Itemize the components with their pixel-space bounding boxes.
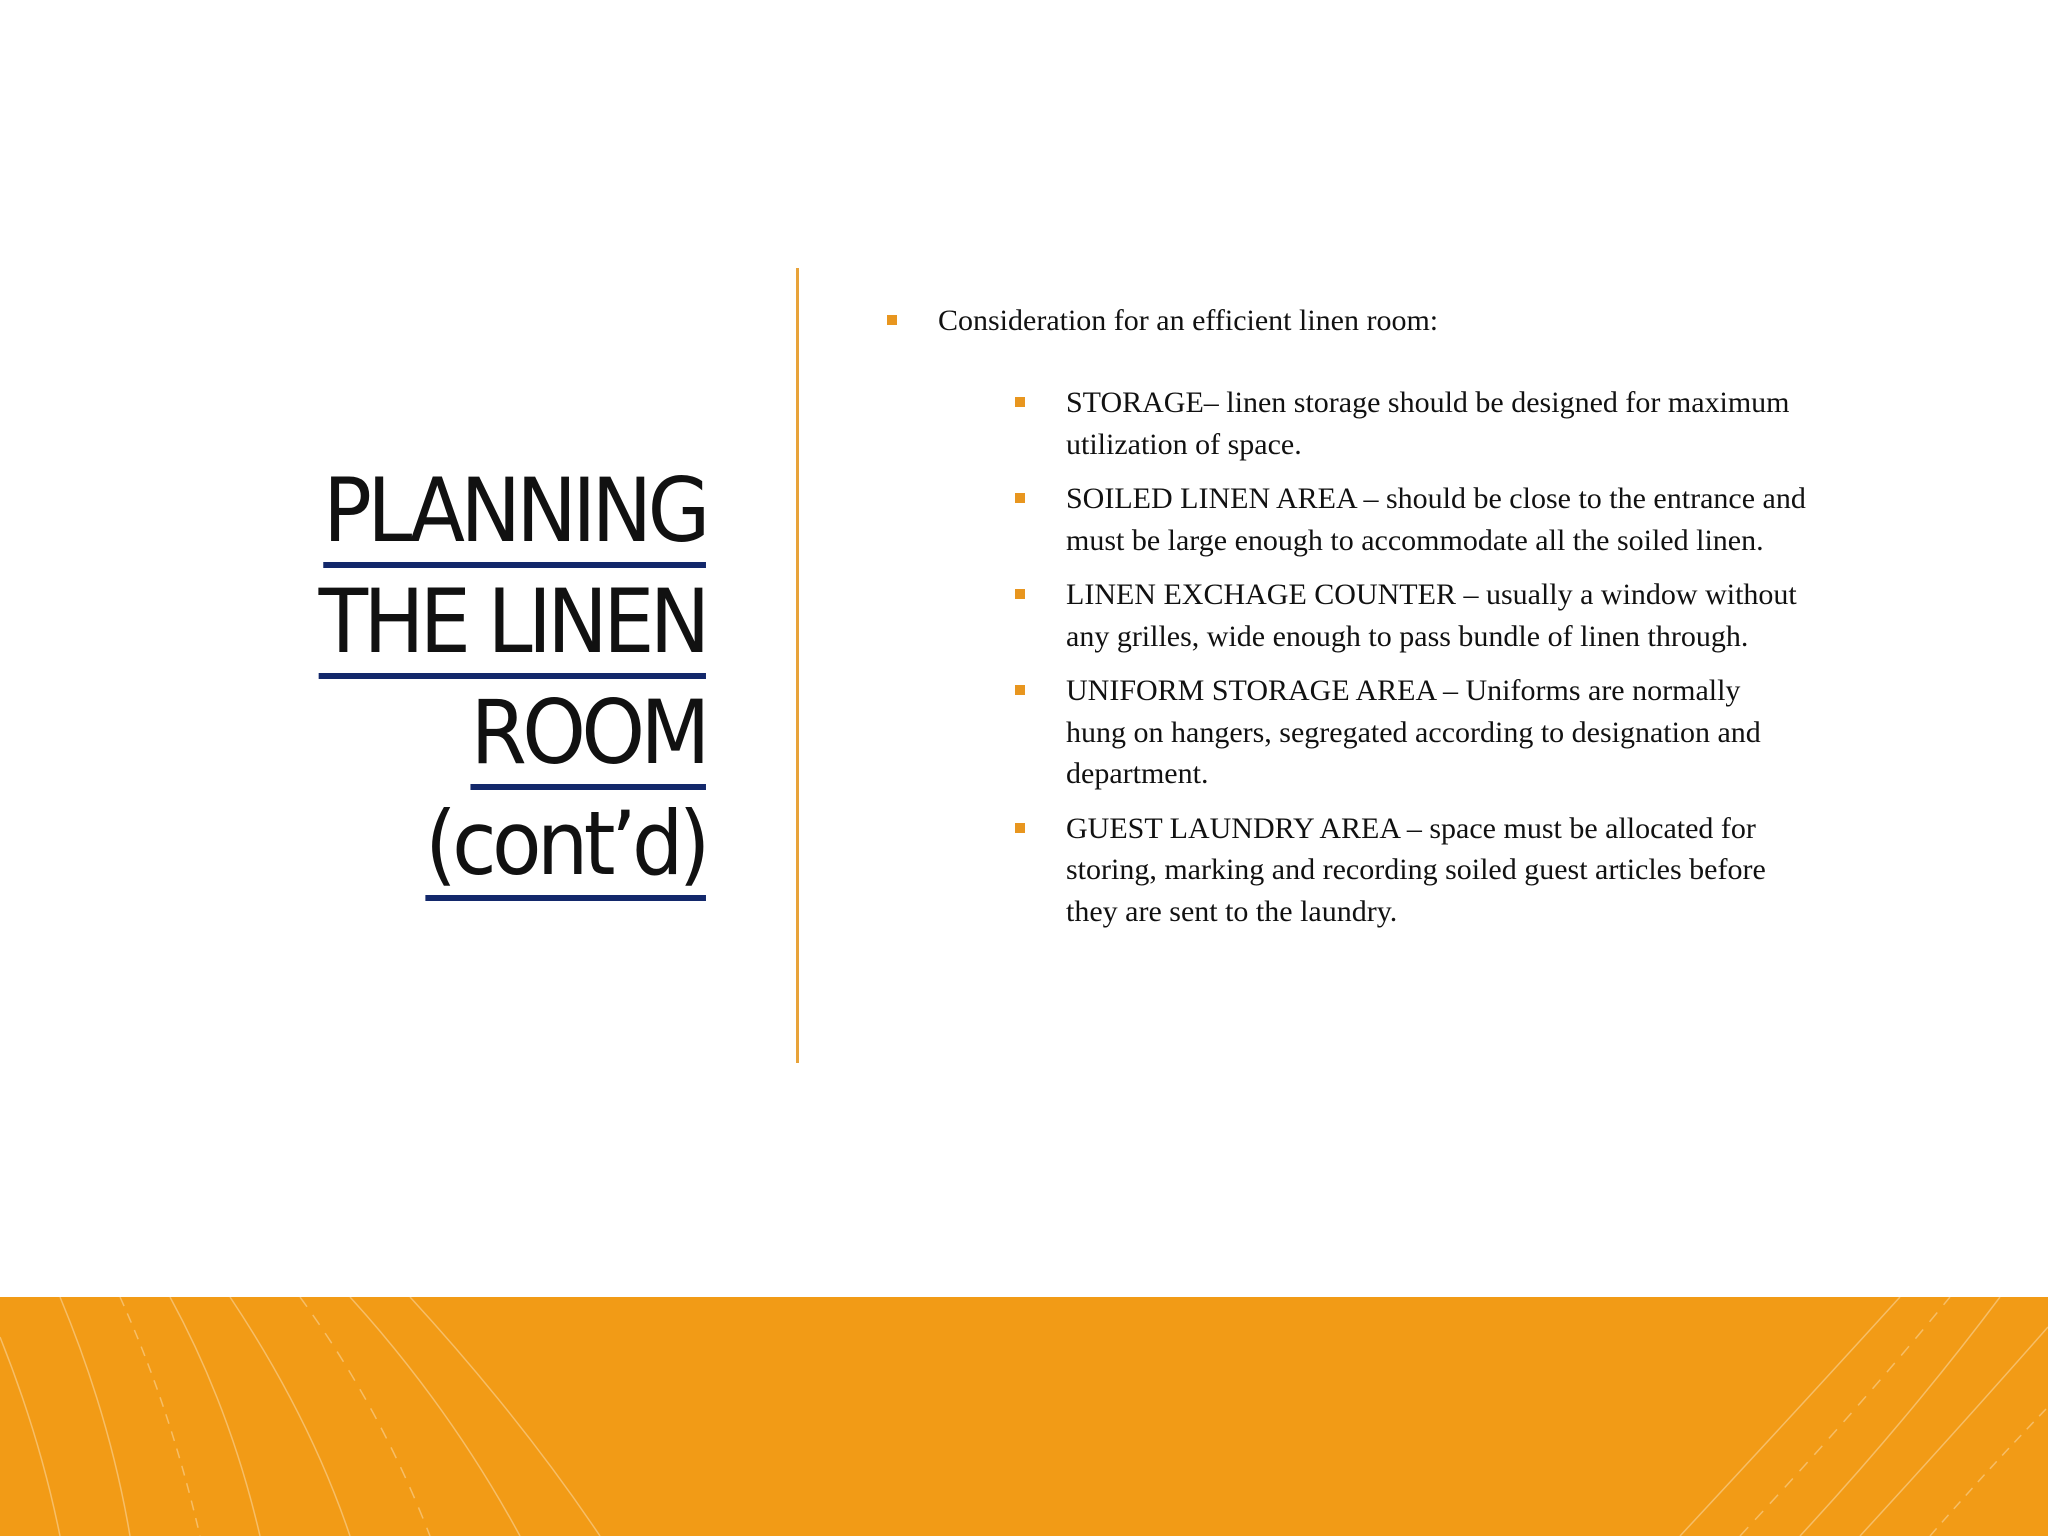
slide-title bbox=[285, 455, 706, 899]
title-line-text: PLANNING bbox=[323, 459, 706, 568]
lead-bullet bbox=[887, 300, 1887, 342]
vertical-divider bbox=[796, 268, 799, 1063]
square-bullet-icon bbox=[1015, 685, 1025, 695]
decorative-curves-icon bbox=[0, 1297, 2048, 1536]
square-bullet-icon bbox=[887, 315, 897, 325]
title-line-text: THE LINEN bbox=[319, 570, 706, 679]
list-item bbox=[1015, 670, 1806, 795]
list-item bbox=[1015, 478, 1806, 561]
list-item bbox=[1015, 382, 1806, 465]
list-item-text: GUEST LAUNDRY AREA – space must be allocated for storing, marking and recording soiled guest articles before they are sent to the laundry. bbox=[1066, 811, 1766, 928]
list-item bbox=[1015, 808, 1806, 933]
title-line bbox=[319, 455, 706, 566]
title-line bbox=[319, 788, 706, 899]
square-bullet-icon bbox=[1015, 589, 1025, 599]
square-bullet-icon bbox=[1015, 493, 1025, 503]
square-bullet-icon bbox=[1015, 397, 1025, 407]
list-item-text: LINEN EXCHAGE COUNTER – usually a window without any grilles, wide enough to pass bundle of linen through. bbox=[1066, 578, 1797, 653]
list-item-text: STORAGE– linen storage should be designed for maximum utilization of space. bbox=[1066, 386, 1790, 461]
sub-bullet-list bbox=[887, 382, 1887, 932]
title-line bbox=[319, 566, 706, 677]
list-item-text: SOILED LINEN AREA – should be close to the entrance and must be large enough to accommodate all the soiled linen. bbox=[1066, 482, 1806, 557]
list-item bbox=[1015, 574, 1806, 657]
content-body bbox=[887, 300, 1887, 945]
title-line bbox=[319, 677, 706, 788]
title-line-text: ROOM bbox=[471, 681, 706, 790]
list-item-text: UNIFORM STORAGE AREA – Uniforms are normally hung on hangers, segregated according to designation and department. bbox=[1066, 674, 1761, 790]
square-bullet-icon bbox=[1015, 823, 1025, 833]
decorative-footer-band bbox=[0, 1297, 2048, 1536]
lead-text: Consideration for an efficient linen room: bbox=[938, 304, 1439, 337]
title-line-text: (cont’d) bbox=[425, 792, 706, 901]
